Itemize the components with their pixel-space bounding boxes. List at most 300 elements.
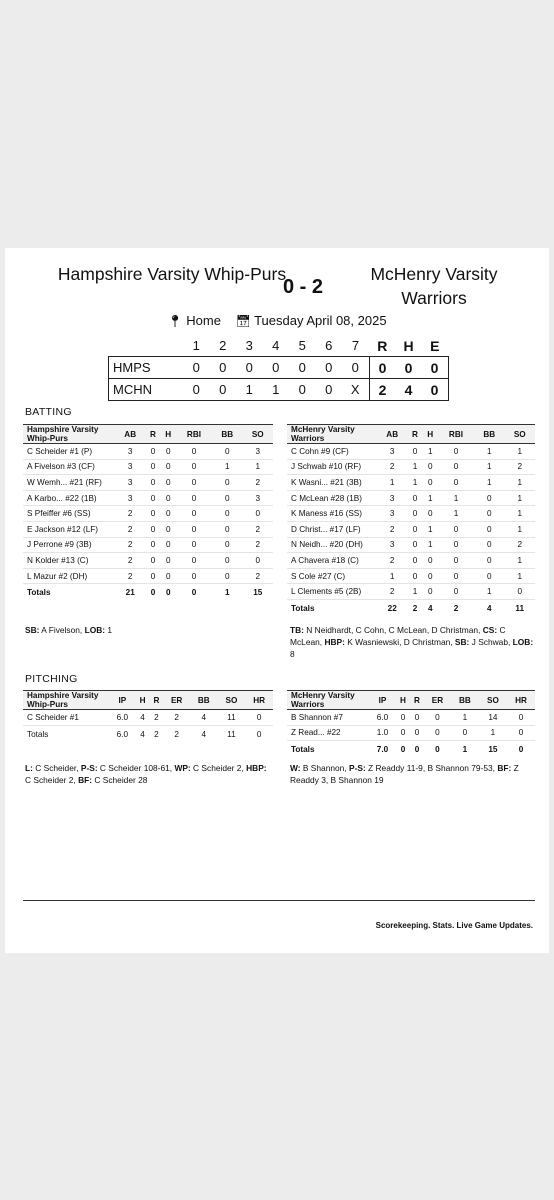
stat-cell: 1 bbox=[212, 459, 242, 475]
linescore-header-e: E bbox=[430, 337, 440, 354]
linescore-header-h: H bbox=[403, 337, 414, 354]
stat-cell: 0 bbox=[438, 584, 474, 600]
linescore-cell: 2 bbox=[369, 379, 396, 401]
stat-col-r: R bbox=[410, 691, 424, 710]
stat-cell: 0 bbox=[423, 475, 438, 491]
linescore-cell: 0 bbox=[183, 379, 210, 401]
stat-cell: 2 bbox=[505, 537, 535, 553]
stat-cell: 1 bbox=[451, 710, 479, 726]
stat-cell: 2 bbox=[243, 568, 273, 584]
stat-cell: 0 bbox=[423, 459, 438, 475]
stat-cell: 2 bbox=[115, 521, 145, 537]
player-row bbox=[287, 537, 535, 553]
player-name: L Mazur #2 (DH) bbox=[23, 568, 115, 584]
player-row bbox=[23, 490, 273, 506]
stat-table-title: McHenry Varsity Warriors bbox=[287, 691, 369, 710]
stat-cell: 1 bbox=[505, 490, 535, 506]
totals-cell: 0 bbox=[176, 584, 212, 602]
totals-cell: 6.0 bbox=[109, 725, 136, 743]
player-row bbox=[287, 475, 535, 491]
player-name: K Wasni... #21 (3B) bbox=[287, 475, 377, 491]
stat-cell: 14 bbox=[479, 710, 507, 726]
stat-col-h: H bbox=[396, 691, 410, 710]
note-value: J Schwab, bbox=[469, 637, 513, 647]
note-key: LOB: bbox=[84, 625, 106, 635]
stat-cell: 0 bbox=[212, 553, 242, 569]
stat-cell: 0 bbox=[161, 459, 176, 475]
player-name: C Scheider #1 bbox=[23, 710, 109, 726]
stat-cell: 0 bbox=[161, 506, 176, 522]
note-key: L: bbox=[25, 763, 33, 773]
stat-cell: 2 bbox=[505, 459, 535, 475]
stat-cell: 0 bbox=[176, 506, 212, 522]
linescore-table bbox=[108, 335, 449, 401]
stat-cell: 0 bbox=[145, 521, 160, 537]
stat-cell: 1.0 bbox=[369, 725, 396, 741]
stat-col-bb: BB bbox=[190, 691, 218, 710]
note-key: WP: bbox=[174, 763, 191, 773]
stat-col-bb: BB bbox=[474, 425, 504, 444]
stat-col-r: R bbox=[407, 425, 422, 444]
player-row bbox=[287, 710, 535, 726]
totals-label: Totals bbox=[23, 584, 115, 602]
totals-cell: 2 bbox=[163, 725, 190, 743]
stat-cell: 0 bbox=[505, 584, 535, 600]
stat-cell: 0 bbox=[407, 506, 422, 522]
stat-cell: 0 bbox=[161, 521, 176, 537]
player-name: N Neidh... #20 (DH) bbox=[287, 537, 377, 553]
note-key: HBP: bbox=[324, 637, 345, 647]
stat-cell: 0 bbox=[438, 521, 474, 537]
totals-label: Totals bbox=[23, 725, 109, 743]
note-value: N Neidhardt, C Cohn, C McLean, D Christman, bbox=[303, 625, 483, 635]
stat-cell: 0 bbox=[212, 444, 242, 460]
stat-cell: 3 bbox=[115, 459, 145, 475]
stat-cell: 1 bbox=[505, 475, 535, 491]
final-score: 0 - 2 bbox=[283, 276, 324, 298]
stat-col-hr: HR bbox=[507, 691, 535, 710]
stat-cell: 4 bbox=[190, 710, 218, 726]
totals-cell: 7.0 bbox=[369, 741, 396, 759]
linescore-cell: 0 bbox=[396, 357, 422, 379]
stat-cell: 1 bbox=[474, 459, 504, 475]
stat-cell: 0 bbox=[407, 521, 422, 537]
linescore-header-r: R bbox=[377, 337, 388, 354]
stat-cell: 0 bbox=[161, 568, 176, 584]
totals-cell: 11 bbox=[505, 599, 535, 617]
stat-cell: 0 bbox=[474, 553, 504, 569]
stat-col-so: SO bbox=[218, 691, 246, 710]
note-key: HBP: bbox=[246, 763, 267, 773]
stat-cell: 0 bbox=[176, 521, 212, 537]
stat-cell: 1 bbox=[505, 444, 535, 460]
stat-cell: 11 bbox=[218, 710, 246, 726]
stat-cell: 3 bbox=[377, 537, 407, 553]
linescore-cell: 0 bbox=[422, 379, 449, 401]
stat-cell: 0 bbox=[438, 553, 474, 569]
totals-cell: 4 bbox=[136, 725, 150, 743]
player-name: D Christ... #17 (LF) bbox=[287, 521, 377, 537]
stat-cell: 1 bbox=[438, 490, 474, 506]
away-pitching-notes bbox=[290, 762, 535, 786]
stat-col-h: H bbox=[423, 425, 438, 444]
stat-cell: 0 bbox=[212, 475, 242, 491]
linescore-cell: 0 bbox=[210, 357, 237, 379]
stat-cell: 3 bbox=[115, 475, 145, 491]
totals-cell: 0 bbox=[145, 584, 160, 602]
linescore-team: MCHN bbox=[109, 379, 184, 401]
player-row bbox=[287, 584, 535, 600]
stat-cell: 2 bbox=[377, 584, 407, 600]
player-row bbox=[287, 553, 535, 569]
player-name: J Perrone #9 (3B) bbox=[23, 537, 115, 553]
totals-cell: 15 bbox=[479, 741, 507, 759]
stat-col-er: ER bbox=[163, 691, 190, 710]
stat-cell: 0 bbox=[212, 521, 242, 537]
stat-col-rbi: RBI bbox=[176, 425, 212, 444]
footer-tagline: Scorekeeping. Stats. Live Game Updates. bbox=[375, 921, 533, 930]
stat-cell: 2 bbox=[243, 537, 273, 553]
note-key: P-S: bbox=[348, 763, 366, 773]
stat-cell: 0 bbox=[438, 459, 474, 475]
away-batting-notes bbox=[290, 624, 535, 660]
stat-cell: 3 bbox=[115, 444, 145, 460]
stat-cell: 0 bbox=[176, 568, 212, 584]
stat-cell: 1 bbox=[407, 584, 422, 600]
stat-cell: 1 bbox=[474, 584, 504, 600]
linescore-header-4: 4 bbox=[272, 338, 280, 353]
note-key: W: bbox=[290, 763, 301, 773]
linescore-cell: 0 bbox=[183, 357, 210, 379]
stat-cell: 0 bbox=[438, 444, 474, 460]
stat-cell: 6.0 bbox=[109, 710, 136, 726]
stat-cell: 3 bbox=[115, 490, 145, 506]
totals-row bbox=[23, 584, 273, 602]
totals-cell: 15 bbox=[243, 584, 273, 602]
player-name: S Pfeiffer #6 (SS) bbox=[23, 506, 115, 522]
linescore-row bbox=[109, 379, 449, 401]
totals-cell: 1 bbox=[212, 584, 242, 602]
stat-col-h: H bbox=[161, 425, 176, 444]
note-key: P-S: bbox=[80, 763, 98, 773]
stat-cell: 2 bbox=[163, 710, 190, 726]
note-value: 1 bbox=[105, 625, 113, 635]
linescore-cell: 0 bbox=[263, 357, 290, 379]
stat-cell: 1 bbox=[474, 444, 504, 460]
player-name: J Schwab #10 (RF) bbox=[287, 459, 377, 475]
stat-cell: 1 bbox=[243, 459, 273, 475]
stat-cell: 0 bbox=[474, 568, 504, 584]
game-meta bbox=[5, 313, 549, 328]
stat-col-hr: HR bbox=[245, 691, 273, 710]
player-row bbox=[287, 568, 535, 584]
home-pitching-notes bbox=[25, 762, 270, 786]
stat-cell: 2 bbox=[377, 521, 407, 537]
stat-cell: 2 bbox=[115, 506, 145, 522]
linescore-cell: 0 bbox=[316, 357, 343, 379]
stat-cell: 1 bbox=[479, 725, 507, 741]
linescore-cell: 0 bbox=[369, 357, 396, 379]
stat-cell: 0 bbox=[176, 490, 212, 506]
game-date: Tuesday April 08, 2025 bbox=[254, 313, 387, 328]
totals-row bbox=[287, 599, 535, 617]
totals-cell: 0 bbox=[161, 584, 176, 602]
stat-cell: 0 bbox=[423, 568, 438, 584]
stat-cell: 4 bbox=[136, 710, 150, 726]
stat-cell: 0 bbox=[145, 553, 160, 569]
totals-row bbox=[23, 725, 273, 743]
pitching-section-label: PITCHING bbox=[25, 673, 78, 685]
stat-cell: 0 bbox=[407, 444, 422, 460]
linescore-cell: 1 bbox=[236, 379, 263, 401]
player-row bbox=[287, 490, 535, 506]
stat-col-er: ER bbox=[424, 691, 451, 710]
player-row bbox=[287, 521, 535, 537]
stat-cell: 0 bbox=[410, 725, 424, 741]
totals-cell: 11 bbox=[218, 725, 246, 743]
stat-cell: 0 bbox=[145, 444, 160, 460]
player-name: K Maness #16 (SS) bbox=[287, 506, 377, 522]
linescore-cell: 4 bbox=[396, 379, 422, 401]
note-value: C Scheider 2, bbox=[190, 763, 247, 773]
stat-cell: 3 bbox=[377, 506, 407, 522]
calendar-icon: 📅︎ bbox=[235, 314, 251, 328]
stat-cell: 0 bbox=[212, 537, 242, 553]
totals-cell: 0 bbox=[410, 741, 424, 759]
note-key: BF: bbox=[78, 775, 93, 785]
stat-cell: 2 bbox=[377, 553, 407, 569]
linescore-cell: 0 bbox=[236, 357, 263, 379]
stat-cell: 0 bbox=[212, 568, 242, 584]
stat-cell: 3 bbox=[377, 444, 407, 460]
stat-header-row bbox=[23, 691, 273, 710]
player-name: L Clements #5 (2B) bbox=[287, 584, 377, 600]
stat-table-title: Hampshire Varsity Whip-Purs bbox=[23, 691, 109, 710]
stat-cell: 0 bbox=[451, 725, 479, 741]
note-key: TB: bbox=[290, 625, 304, 635]
linescore-cell: 0 bbox=[289, 357, 316, 379]
player-name: W Wemh... #21 (RF) bbox=[23, 475, 115, 491]
player-row bbox=[287, 506, 535, 522]
stat-cell: 0 bbox=[438, 568, 474, 584]
totals-row bbox=[287, 741, 535, 759]
note-key: CS: bbox=[482, 625, 498, 635]
stat-cell: 0 bbox=[176, 475, 212, 491]
stat-cell: 0 bbox=[423, 584, 438, 600]
batting-section-label: BATTING bbox=[25, 406, 72, 418]
note-value: C Scheider 2, bbox=[25, 775, 79, 785]
stat-header-row bbox=[287, 691, 535, 710]
stat-cell: 0 bbox=[212, 506, 242, 522]
stat-cell: 0 bbox=[407, 490, 422, 506]
game-location: Home bbox=[186, 313, 221, 328]
totals-cell: 22 bbox=[377, 599, 407, 617]
totals-cell: 21 bbox=[115, 584, 145, 602]
note-key: SB: bbox=[25, 625, 40, 635]
stat-cell: 1 bbox=[505, 506, 535, 522]
box-score-card bbox=[5, 248, 549, 953]
stat-cell: 0 bbox=[145, 506, 160, 522]
stat-cell: 0 bbox=[161, 490, 176, 506]
totals-label: Totals bbox=[287, 741, 369, 759]
stat-cell: 0 bbox=[438, 537, 474, 553]
stat-cell: 1 bbox=[423, 537, 438, 553]
home-team-name: Hampshire Varsity Whip-Purs bbox=[57, 264, 287, 284]
linescore-cell: 0 bbox=[210, 379, 237, 401]
totals-cell: 4 bbox=[474, 599, 504, 617]
linescore-header-2: 2 bbox=[219, 338, 227, 353]
linescore-cell: 0 bbox=[289, 379, 316, 401]
stat-cell: 1 bbox=[407, 475, 422, 491]
stat-cell: 0 bbox=[161, 553, 176, 569]
totals-cell: 4 bbox=[190, 725, 218, 743]
stat-cell: 0 bbox=[161, 537, 176, 553]
stat-col-r: R bbox=[149, 691, 163, 710]
player-row bbox=[23, 568, 273, 584]
linescore-header-7: 7 bbox=[351, 338, 360, 353]
note-value: C Scheider, bbox=[32, 763, 81, 773]
totals-cell: 0 bbox=[507, 741, 535, 759]
stat-cell: 1 bbox=[407, 459, 422, 475]
stat-cell: 0 bbox=[145, 475, 160, 491]
stat-cell: 0 bbox=[396, 725, 410, 741]
stat-cell: 0 bbox=[176, 553, 212, 569]
stat-cell: 0 bbox=[474, 537, 504, 553]
stat-cell: 0 bbox=[410, 710, 424, 726]
stat-cell: 2 bbox=[115, 537, 145, 553]
linescore-header-1: 1 bbox=[192, 338, 200, 353]
stat-cell: 0 bbox=[176, 537, 212, 553]
player-row bbox=[23, 521, 273, 537]
stat-cell: 0 bbox=[424, 725, 451, 741]
linescore-header-6: 6 bbox=[325, 338, 333, 353]
player-row bbox=[23, 475, 273, 491]
note-value: C Scheider 28 bbox=[92, 775, 148, 785]
stat-header-row bbox=[287, 425, 535, 444]
note-value: B Shannon, bbox=[300, 763, 349, 773]
note-key: SB: bbox=[454, 637, 470, 647]
note-value: K Wasniewski, D Christman, bbox=[344, 637, 455, 647]
totals-cell: 0 bbox=[245, 725, 273, 743]
stat-cell: 0 bbox=[474, 521, 504, 537]
stat-cell: 1 bbox=[505, 553, 535, 569]
home-batting-table bbox=[23, 424, 273, 601]
away-team-name: McHenry Varsity Warriors bbox=[370, 264, 498, 308]
linescore-cell: 0 bbox=[316, 379, 343, 401]
stat-col-so: SO bbox=[479, 691, 507, 710]
player-name: A Fivelson #3 (CF) bbox=[23, 459, 115, 475]
stat-cell: 0 bbox=[243, 553, 273, 569]
totals-cell: 2 bbox=[407, 599, 422, 617]
stat-cell: 1 bbox=[377, 475, 407, 491]
footer-divider bbox=[23, 900, 535, 901]
stat-cell: 0 bbox=[243, 506, 273, 522]
player-row bbox=[23, 710, 273, 726]
stat-cell: 0 bbox=[212, 490, 242, 506]
stat-cell: 1 bbox=[474, 475, 504, 491]
away-pitching-table bbox=[287, 690, 535, 758]
player-name: Z Read... #22 bbox=[287, 725, 369, 741]
stat-col-bb: BB bbox=[212, 425, 242, 444]
stat-cell: 0 bbox=[176, 459, 212, 475]
note-key: BF: bbox=[497, 763, 512, 773]
stat-col-so: SO bbox=[505, 425, 535, 444]
note-value: Z Readdy 3, B Shannon 19 bbox=[290, 763, 519, 785]
player-name: N Kolder #13 (C) bbox=[23, 553, 115, 569]
linescore-cell: 0 bbox=[422, 357, 449, 379]
player-name: B Shannon #7 bbox=[287, 710, 369, 726]
stat-cell: 2 bbox=[243, 521, 273, 537]
player-name: S Cole #27 (C) bbox=[287, 568, 377, 584]
linescore-cell: 1 bbox=[263, 379, 290, 401]
stat-cell: 0 bbox=[407, 568, 422, 584]
totals-cell: 4 bbox=[423, 599, 438, 617]
stat-cell: 3 bbox=[243, 490, 273, 506]
player-name: C McLean #28 (1B) bbox=[287, 490, 377, 506]
player-row bbox=[287, 444, 535, 460]
linescore-header-3: 3 bbox=[245, 338, 253, 353]
stat-cell: 1 bbox=[423, 490, 438, 506]
totals-cell: 2 bbox=[438, 599, 474, 617]
stat-cell: 0 bbox=[423, 506, 438, 522]
stat-cell: 0 bbox=[423, 553, 438, 569]
stat-cell: 0 bbox=[161, 475, 176, 491]
linescore-cell: X bbox=[342, 379, 369, 401]
home-pitching-table bbox=[23, 690, 273, 743]
stat-cell: 0 bbox=[245, 710, 273, 726]
stat-col-ab: AB bbox=[115, 425, 145, 444]
stat-col-ip: IP bbox=[109, 691, 136, 710]
stat-cell: 2 bbox=[149, 710, 163, 726]
stat-table-title: Hampshire Varsity Whip-Purs bbox=[23, 425, 115, 444]
linescore-cell: 0 bbox=[342, 357, 369, 379]
stat-cell: 0 bbox=[474, 490, 504, 506]
stat-cell: 0 bbox=[507, 710, 535, 726]
stat-cell: 0 bbox=[161, 444, 176, 460]
stat-cell: 1 bbox=[505, 568, 535, 584]
stat-col-rbi: RBI bbox=[438, 425, 474, 444]
stat-cell: 2 bbox=[115, 568, 145, 584]
stat-cell: 0 bbox=[145, 459, 160, 475]
stat-cell: 2 bbox=[115, 553, 145, 569]
player-row bbox=[23, 444, 273, 460]
linescore-team: HMPS bbox=[109, 357, 184, 379]
location-pin-icon: 📍︎ bbox=[167, 314, 183, 328]
player-row bbox=[23, 506, 273, 522]
totals-cell: 1 bbox=[451, 741, 479, 759]
stat-col-h: H bbox=[136, 691, 150, 710]
stat-cell: 1 bbox=[438, 506, 474, 522]
stat-cell: 1 bbox=[423, 444, 438, 460]
stat-cell: 0 bbox=[145, 568, 160, 584]
stat-cell: 0 bbox=[474, 506, 504, 522]
stat-cell: 0 bbox=[145, 537, 160, 553]
stat-cell: 1 bbox=[377, 568, 407, 584]
stat-col-ab: AB bbox=[377, 425, 407, 444]
totals-label: Totals bbox=[287, 599, 377, 617]
player-row bbox=[23, 537, 273, 553]
player-name: A Chavera #18 (C) bbox=[287, 553, 377, 569]
stat-table-title: McHenry Varsity Warriors bbox=[287, 425, 377, 444]
stat-col-so: SO bbox=[243, 425, 273, 444]
player-name: C Cohn #9 (CF) bbox=[287, 444, 377, 460]
stat-cell: 1 bbox=[505, 521, 535, 537]
stat-cell: 3 bbox=[377, 490, 407, 506]
stat-cell: 0 bbox=[145, 490, 160, 506]
totals-cell: 0 bbox=[424, 741, 451, 759]
totals-cell: 0 bbox=[396, 741, 410, 759]
stat-cell: 0 bbox=[176, 444, 212, 460]
